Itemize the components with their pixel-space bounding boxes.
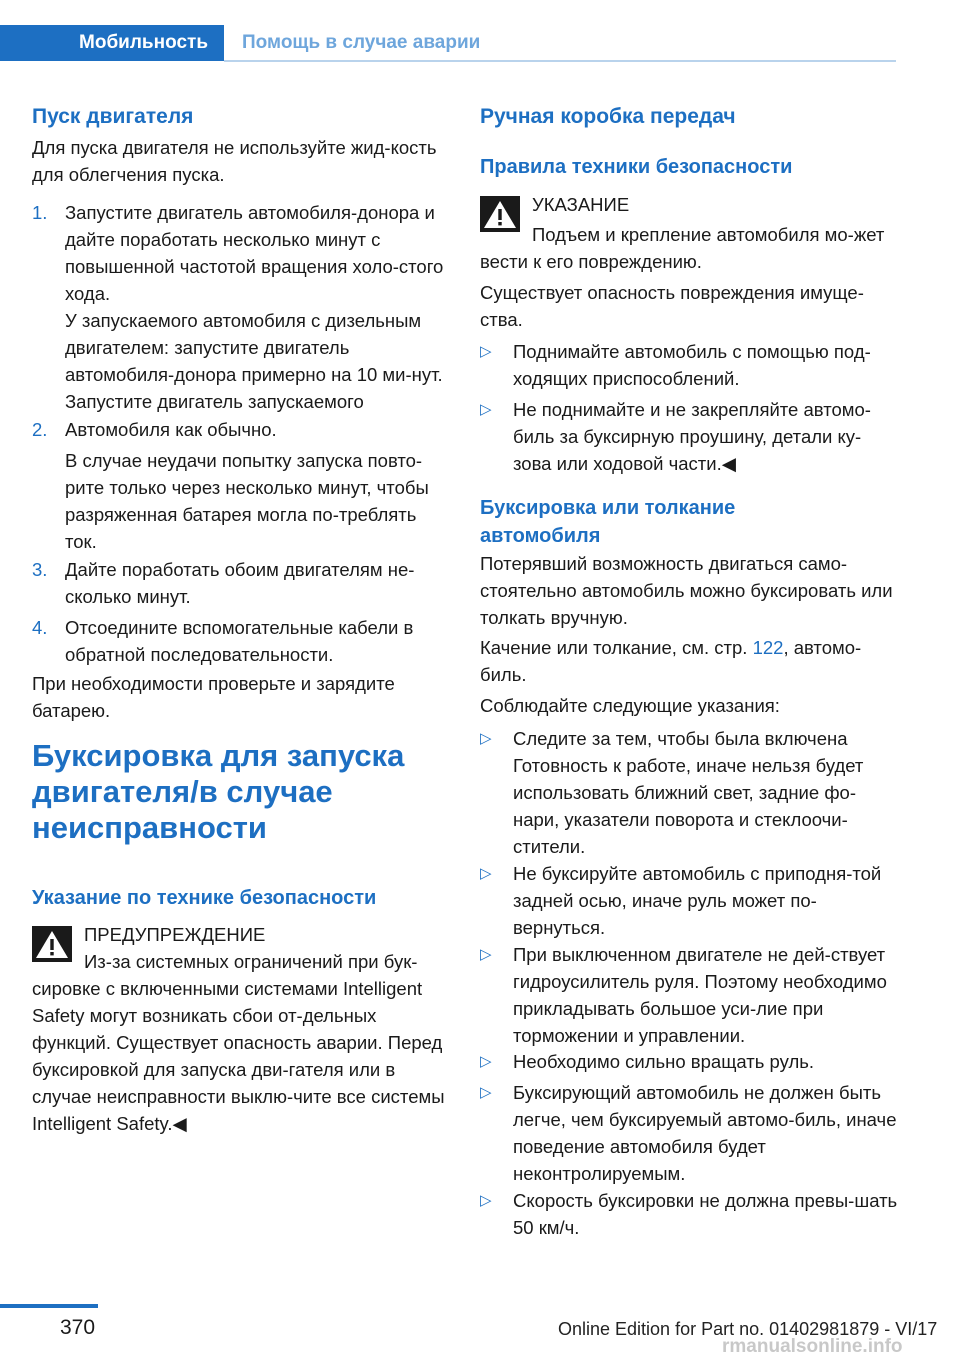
safety-heading: Указание по технике безопасности <box>32 887 377 909</box>
step-number: 3. <box>32 559 48 580</box>
list-item: При выключенном двигателе не дей-ствует гидроусилитель руля. Поэтому необходимо прикладывать большое уси-лие при торможении и управлении. <box>513 944 887 1046</box>
notice-label: УКАЗАНИЕ <box>532 194 630 215</box>
list-item: Не поднимайте и не закрепляйте автомо-биль за буксирную проушину, детали ку-зова или ходовой части.◀ <box>513 399 871 474</box>
reference-text <box>480 634 898 688</box>
list-item: Не буксируйте автомобиль с приподня-той задней осью, иначе руль может по-вернуться. <box>513 863 882 938</box>
edition-info: Online Edition for Part no. 01402981879 - VI/17 <box>558 1319 938 1339</box>
triangle-bullet-icon: ▷ <box>480 401 492 418</box>
list-item: Поднимайте автомобиль с помощью под-ходящих приспособлений. <box>513 341 871 389</box>
step-subtext: У запускаемого автомобиля с дизельным двигателем: запустите двигатель автомобиля-донора примерно на 10 ми-нут. Запустите двигатель запускаемого <box>65 310 443 412</box>
triangle-bullet-icon: ▷ <box>480 1084 492 1101</box>
tab-mobility[interactable]: Мобильность <box>0 25 224 61</box>
triangle-bullet-icon: ▷ <box>480 730 492 747</box>
step-subtext: В случае неудачи попытку запуска повто-рите только через несколько минут, чтобы разряженная батарея могла по-треблять ток. <box>65 450 429 552</box>
page-number: 370 <box>60 1316 96 1339</box>
step-number: 4. <box>32 617 48 638</box>
step-text: Дайте поработать обоим двигателям не-сколько минут. <box>65 559 415 607</box>
tab-accident-help[interactable]: Помощь в случае аварии <box>242 32 481 53</box>
triangle-bullet-icon: ▷ <box>480 946 492 963</box>
watermark: rmanualsonline.info <box>722 1336 903 1357</box>
reference-prefix: Качение или толкание, см. стр. <box>480 637 753 658</box>
list-item: Буксирующий автомобиль не должен быть легче, чем буксируемый автомо-биль, иначе поведение автомобиля будет неконтролируемым. <box>513 1082 897 1184</box>
safety-rules-heading: Правила техники безопасности <box>480 156 793 178</box>
towing-pushing-heading: Буксировка или толкание автомобиля <box>480 497 736 547</box>
warning-text: Из-за системных ограничений при бук-сировке с включенными системами Intelligent Safety могут возникать сбои от-дельных функций. Существует опасность аварии. Перед буксировкой для запуска дви-гателя или в случае неисправности выклю-чите все системы Intelligent Safety.◀ <box>32 951 445 1134</box>
footer-divider <box>0 1304 98 1308</box>
towing-text: Потерявший возможность двигаться само-стоятельно автомобиль можно буксировать или толкать вручную. <box>480 553 893 628</box>
manual-gearbox-heading: Ручная коробка передач <box>480 105 736 128</box>
reference-suffix: , автомо-биль. <box>480 637 862 685</box>
warning-label: ПРЕДУПРЕЖДЕНИЕ <box>84 924 266 945</box>
step-number: 1. <box>32 202 48 223</box>
step-text: Запустите двигатель автомобиля-донора и дайте поработать несколько минут с повышенной частотой вращения холо-стого хода. <box>65 202 444 304</box>
header <box>0 0 960 62</box>
triangle-bullet-icon: ▷ <box>480 865 492 882</box>
step-text: Автомобиля как обычно. <box>65 419 277 440</box>
notice-text-2: Существует опасность повреждения имуще-ства. <box>480 282 864 330</box>
header-divider <box>224 60 896 62</box>
triangle-bullet-icon: ▷ <box>480 1053 492 1070</box>
observe-text: Соблюдайте следующие указания: <box>480 695 780 716</box>
towing-start-heading: Буксировка для запуска двигателя/в случае неисправности <box>32 738 405 845</box>
notice-text: Подъем и крепление автомобиля мо-жет вести к его повреждению. <box>480 224 885 272</box>
start-engine-heading: Пуск двигателя <box>32 105 194 128</box>
start-engine-text: Для пуска двигателя не используйте жид-кость для облегчения пуска. <box>32 137 437 185</box>
page-reference-link[interactable]: 122 <box>752 637 784 658</box>
step-text: Отсоедините вспомогательные кабели в обратной последовательности. <box>65 617 414 665</box>
list-item: Необходимо сильно вращать руль. <box>513 1051 815 1072</box>
list-item: Скорость буксировки не должна превы-шать 50 км/ч. <box>513 1190 898 1238</box>
list-item: Следите за тем, чтобы была включена Готовность к работе, иначе нельзя будет использовать ближний свет, задние фо-нари, указатели поворота и стеклоочи-стители. <box>513 728 864 857</box>
step-number: 2. <box>32 419 48 440</box>
triangle-bullet-icon: ▷ <box>480 343 492 360</box>
triangle-bullet-icon: ▷ <box>480 1192 492 1209</box>
after-steps-text: При необходимости проверьте и зарядите батарею. <box>32 673 395 721</box>
